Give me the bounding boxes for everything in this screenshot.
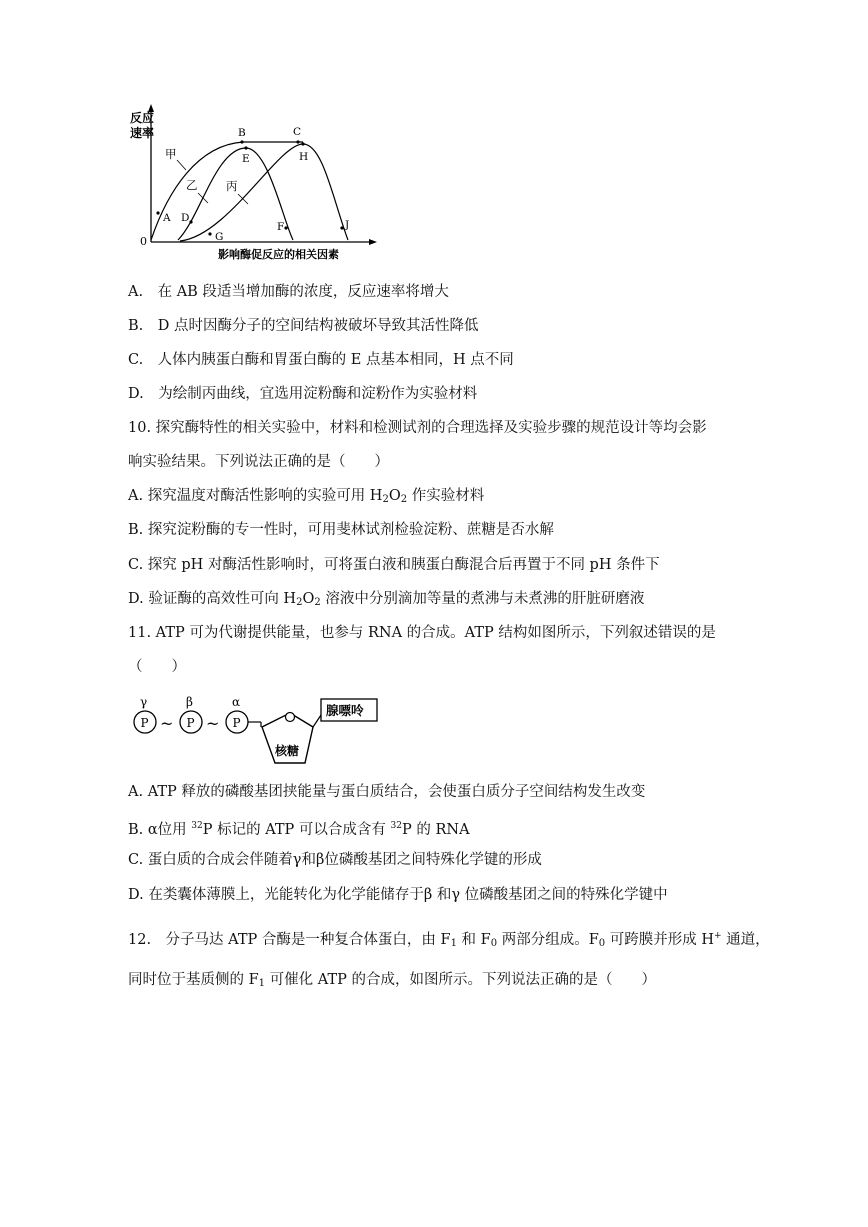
q12-stem-line1 [128,926,770,954]
q10-option-a-text-1: A. 探究温度对酶活性影响的实验可用 H [128,488,383,504]
adenine-label: 腺嘌呤 [326,703,364,718]
q9-option-d: D. 为绘制丙曲线，宜选用淀粉酶和淀粉作为实验材料 [128,386,478,402]
high-energy-bond-1: ~ [160,714,174,733]
ribose-label: 核糖 [275,744,300,758]
q10-option-d [128,589,644,613]
q11-option-c: C. 蛋白质的合成会伴随着γ和β位磷酸基团之间特殊化学键的形成 [128,852,542,868]
q11-option-a: A. ATP 释放的磷酸基团挟能量与蛋白质结合，会使蛋白质分子空间结构发生改变 [128,784,646,800]
q10-option-a-text-3: 作实验材料 [407,488,485,504]
alpha-label: α [232,695,241,709]
q10-option-a [128,486,484,510]
atp-structure-diagram [128,693,388,773]
origin-label: 0 [140,235,147,248]
x-axis-arrow [369,239,377,245]
bond-sugar-base [313,715,321,727]
q12-sub-1: 1 [450,938,457,949]
q12-sub-2: 0 [490,938,498,949]
q12-text-5: 通道， [721,932,770,948]
q10-option-d-sub-2: 2 [314,597,321,608]
q12-text-4: 可跨膜并形成 H [605,932,715,948]
q11-stem-line1: 11. ATP 可为代谢提供能量，也参与 RNA 的合成。ATP 结构如图所示，下列叙述错误的是 [128,625,716,641]
pointer-yi [198,193,208,203]
curve-yi [178,148,293,240]
q12-line2-text-1: 同时位于基质侧的 F [128,972,259,988]
q10-option-a-text-2: O [388,488,401,504]
x-axis-label: 影响酶促反应的相关因素 [218,248,339,261]
point-label-c: C [293,126,302,138]
point-label-j: J [345,219,350,231]
q10-option-d-text-2: O [302,591,315,607]
q10-option-d-sub-1: 2 [296,597,303,608]
q11-stem-line2: （ ） [128,659,186,675]
q12-line2-text-2: 可催化 ATP 的合成，如图所示。下列说法正确的是（ ） [265,972,656,988]
phosphate-gamma-label: P [140,716,149,730]
enzyme-rate-graph [128,100,388,265]
q11-option-b-text-2: P 标记的 ATP 可以合成含有 [202,822,391,838]
q12-stem-line2 [128,970,656,994]
q12-text-3: 两部分组成。F [497,932,599,948]
q11-option-b [128,816,470,840]
q11-option-d: D. 在类囊体薄膜上，光能转化为化学能储存于β 和γ 位磷酸基团之间的特殊化学键中 [128,887,668,903]
high-energy-bond-2: ~ [206,714,220,733]
label-yi: 乙 [186,178,198,192]
q11-option-b-sup-2: 32 [390,821,402,831]
pointer-jia [177,160,186,170]
q12-line2-sub: 1 [258,978,266,989]
q12-text-2: 和 F [456,932,491,948]
q10-stem-line2: 响实验结果。下列说法正确的是（ ） [128,454,389,470]
point-label-d: D [181,212,190,224]
phosphate-beta-label: P [186,716,195,730]
q10-option-b: B. 探究淀粉酶的专一性时，可用斐林试剂检验淀粉、蔗糖是否水解 [128,522,554,538]
q9-option-c: C. 人体内胰蛋白酶和胃蛋白酶的 E 点基本相同，H 点不同 [128,352,514,368]
q12-sub-3: 0 [598,938,606,949]
label-jia: 甲 [165,147,177,161]
point-label-g: G [215,231,224,243]
q10-stem-line1: 10. 探究酶特性的相关实验中，材料和检测试剂的合理选择及实验步骤的规范设计等均会影 [128,420,707,436]
q12-text-1: 12. 分子马达 ATP 合酶是一种复合体蛋白，由 F [128,932,451,948]
gamma-label: γ [140,695,148,709]
q10-option-a-sub-1: 2 [382,494,389,505]
q11-option-b-text-3: P 的 RNA [402,822,470,838]
point-label-e: E [242,153,250,165]
ring-oxygen [286,713,295,722]
q9-option-b: B. D 点时因酶分子的空间结构被破坏导致其活性降低 [128,318,479,334]
q10-option-d-text-3: 溶液中分别滴加等量的煮沸与未煮沸的肝脏研磨液 [320,591,645,607]
q11-option-b-text-1: B. α位用 [128,822,192,838]
q9-option-a: A. 在 AB 段适当增加酶的浓度，反应速率将增大 [128,284,449,300]
q10-option-a-sub-2: 2 [400,494,408,505]
q10-option-d-text-1: D. 验证酶的高效性可向 H [128,591,297,607]
q12-sup-1: + [714,931,722,941]
beta-label: β [186,695,193,709]
y-axis-label-2: 速率 [130,126,155,140]
q10-option-c: C. 探究 pH 对酶活性影响时，可将蛋白液和胰蛋白酶混合后再置于不同 pH 条件下 [128,557,660,573]
point-label-b: B [238,127,246,139]
label-bing: 丙 [226,179,238,193]
point-label-a: A [163,212,171,224]
phosphate-alpha-label: P [232,716,241,730]
point-label-f: F [277,221,285,233]
y-axis-label-1: 反应 [130,111,155,125]
q11-option-b-sup-1: 32 [191,821,203,831]
point-label-h: H [299,151,309,163]
